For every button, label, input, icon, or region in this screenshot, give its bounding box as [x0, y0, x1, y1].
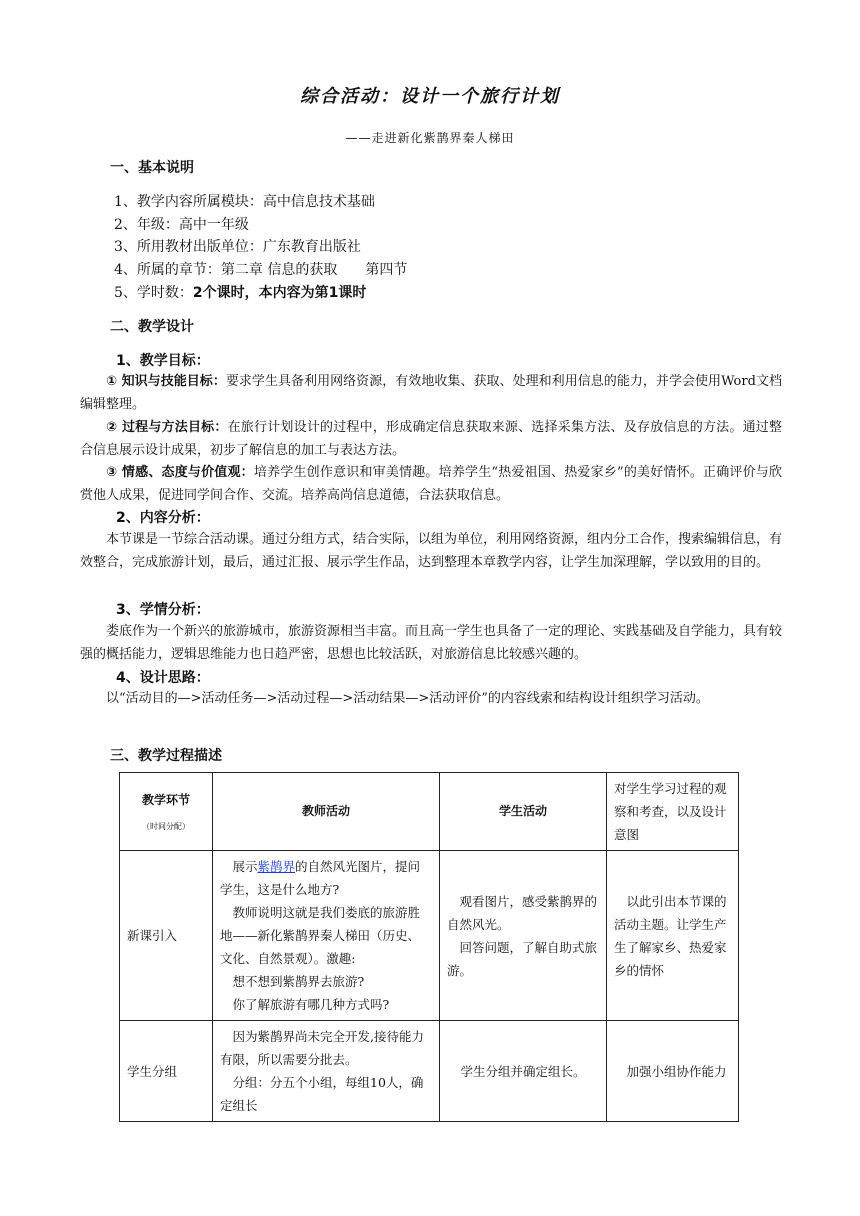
- header-teacher: 教师活动: [213, 773, 440, 851]
- basic-item-2: [114, 214, 249, 234]
- goal-text: 要求学生具备利用网络资源，有效地收集、获取、处理和利用信息的能力，并学会使用Word文档编辑整理。: [80, 374, 782, 412]
- teacher-text: 你了解旅游有哪几种方式吗?: [232, 997, 390, 1012]
- goal-text: 在旅行计划设计的过程中，形成确定信息获取来源、选择采集方法、及存放信息的方法。通过整合信息展示设计成果，初步了解信息的加工与表达方法。: [80, 420, 782, 458]
- content-text: 本节课是一节综合活动课。通过分组方式，结合实际，以组为单位，利用网络资源，组内分工合作，搜索编辑信息，有效整合，完成旅游计划，最后，通过汇报、展示学生作品，达到整理本章教学内容，让学生加深理解，学以致用的目的。: [80, 532, 783, 570]
- observe-cell: [607, 851, 739, 1021]
- header-observe: 对学生学习过程的观察和考查，以及设计意图: [607, 773, 739, 851]
- teacher-text: 因为紫鹊界尚未完全开发,接待能力有限，所以需要分批去。: [220, 1029, 424, 1067]
- table-row: [120, 1021, 739, 1122]
- stage-cell: 新课引入: [120, 851, 213, 1021]
- goals-heading: 1、教学目标：: [116, 353, 210, 369]
- teacher-text: 的自然风光图片，提问学生，这是什么地方?: [220, 859, 421, 897]
- teacher-text: 教师说明这就是我们娄底的旅游胜地——新化紫鹊界秦人梯田（历史、文化、自然景观）。激趣:: [220, 905, 421, 966]
- section3-heading: 三、教学过程描述: [110, 748, 222, 764]
- basic-item-4: [114, 259, 407, 279]
- observe-cell: [607, 1021, 739, 1122]
- basic-item-1: [114, 191, 375, 211]
- basic-item-value: 高中一年级: [178, 217, 249, 233]
- table-header-row: [120, 773, 739, 851]
- learner-text: 娄底作为一个新兴的旅游城市，旅游资源相当丰富。而且高一学生也具备了一定的理论、实践基础及自学能力，具有较强的概括能力，逻辑思维能力也日趋严密，思想也比较活跃，对旅游信息比较感兴趣的。: [80, 624, 783, 662]
- observe-text: 加强小组协作能力: [626, 1063, 727, 1079]
- basic-item-value: 广东教育出版社: [262, 239, 361, 255]
- header-stage-label: 教学环节: [141, 793, 190, 807]
- learner-heading: 3、学情分析：: [116, 602, 210, 618]
- student-text: 回答问题，了解自助式旅游。: [447, 939, 598, 978]
- design-heading: 4、设计思路：: [116, 670, 210, 686]
- content-heading: 2、内容分析：: [116, 510, 210, 526]
- document-subtitle: ——走进新化紫鹊界秦人梯田: [345, 131, 515, 145]
- basic-item-label: 4、所属的章节：: [114, 262, 221, 278]
- goal-label: ② 过程与方法目标：: [106, 420, 228, 435]
- teacher-text: 分组：分五个小组，每组10人，确定组长: [220, 1075, 424, 1113]
- basic-item-label: 1、教学内容所属模块：: [114, 194, 263, 210]
- teacher-cell: [213, 1021, 440, 1122]
- goal-text: 培养学生创作意识和审美情趣。培养学生“热爱祖国、热爱家乡”的美好情怀。正确评价与欣赏他人成果，促进同学间合作、交流。培养高尚信息道德，合法获取信息。: [80, 465, 782, 503]
- basic-item-value: 第二章 信息的获取 第四节: [220, 262, 408, 278]
- teacher-text: 展示: [232, 859, 258, 874]
- basic-item-label: 2、年级：: [114, 217, 179, 233]
- section2-heading: 二、教学设计: [110, 319, 194, 335]
- goal-knowledge: [80, 370, 782, 416]
- basic-item-label: 5、学时数：: [114, 285, 193, 301]
- goal-emotion: [80, 461, 782, 507]
- goal-label: ③ 情感、态度与价值观：: [106, 465, 254, 480]
- zijiejie-link[interactable]: 紫鹊界: [257, 859, 296, 874]
- header-stage: [120, 773, 213, 851]
- header-stage-note: （时间分配）: [142, 822, 190, 831]
- goal-label: ① 知识与技能目标：: [106, 374, 226, 389]
- basic-item-value: 2个课时，本内容为第1课时: [192, 285, 367, 301]
- stage-cell: 学生分组: [120, 1021, 213, 1122]
- process-table: [119, 772, 739, 1122]
- observe-text: 以此引出本节课的活动主题。让学生产生了解家乡、热爱家乡的情怀: [614, 893, 727, 978]
- basic-item-5: [114, 282, 366, 302]
- student-cell: [440, 851, 607, 1021]
- section1-heading: 一、基本说明: [110, 160, 194, 176]
- header-student: 学生活动: [440, 773, 607, 851]
- basic-item-label: 3、所用教材出版单位：: [114, 239, 263, 255]
- basic-item-value: 高中信息技术基础: [262, 194, 375, 210]
- basic-item-3: [114, 236, 361, 256]
- design-text: 以“活动目的—>活动任务—>活动过程—>活动结果—>活动评价”的内容线索和结构设计组织学习活动。: [106, 691, 709, 706]
- goal-process: [80, 416, 782, 462]
- student-cell: 学生分组并确定组长。: [440, 1021, 607, 1122]
- table-row: [120, 851, 739, 1021]
- document-title: 综合活动：设计一个旅行计划: [300, 86, 560, 107]
- student-text: 观看图片，感受紫鹊界的自然风光。: [447, 893, 598, 932]
- teacher-cell: [213, 851, 440, 1021]
- teacher-text: 想不想到紫鹊界去旅游?: [232, 974, 365, 989]
